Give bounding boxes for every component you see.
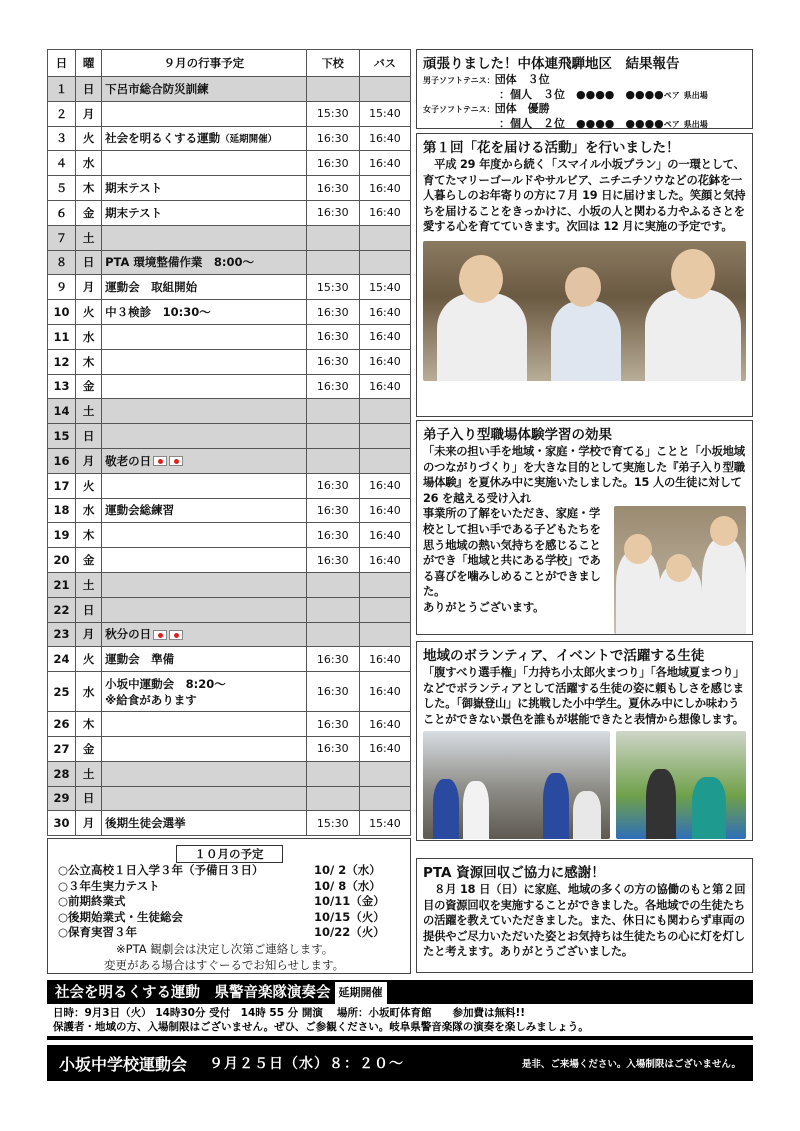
event-cell [102, 672, 307, 712]
october-item-date: 10/22（火） [314, 925, 385, 939]
event-cell [102, 597, 307, 622]
internship-box [416, 420, 753, 635]
event-cell [102, 300, 307, 325]
dismissal-cell: 15:30 [306, 275, 359, 300]
dismissal-cell: 16:30 [306, 324, 359, 349]
header-day: 日 [48, 50, 76, 77]
day-cell: ７ [48, 225, 76, 250]
girls-team: 団体 優勝 [494, 102, 550, 115]
day-cell: 11 [48, 324, 76, 349]
dismissal-cell: 16:30 [306, 349, 359, 374]
weekday-cell: 金 [76, 736, 102, 761]
festival-photo [616, 731, 746, 839]
flower-activity-box [416, 133, 753, 417]
event-text: 敬老の日 [105, 453, 152, 468]
bus-cell [359, 424, 410, 449]
day-cell: 12 [48, 349, 76, 374]
dismissal-cell [306, 399, 359, 424]
event-text: 運動会 準備 [105, 652, 175, 667]
results-box [416, 49, 753, 129]
weekday-cell: 月 [76, 275, 102, 300]
prefecture-label: 県出場 [683, 90, 708, 100]
day-cell: 10 [48, 300, 76, 325]
event-cell [102, 250, 307, 275]
prefecture-label: 県出場 [683, 119, 708, 129]
weekday-cell: 土 [76, 225, 102, 250]
event-cell [102, 473, 307, 498]
october-note-pta: ※PTA 観劇会は決定し次第ご連絡します。 [116, 941, 334, 956]
calendar-row [48, 448, 411, 473]
bus-cell [359, 597, 410, 622]
calendar-header [48, 50, 411, 77]
sports-note: 是非、ご来場ください。入場制限はございません。 [521, 1059, 741, 1070]
flower-photo [423, 241, 746, 381]
girls-individual: 個人 ２位 ●●●● ●●●● [510, 116, 664, 130]
event-text: 運動会総練習 [105, 503, 175, 518]
weekday-cell: 火 [76, 473, 102, 498]
october-item [58, 910, 400, 926]
october-title-text: １０月の予定 [176, 845, 283, 863]
october-item [58, 894, 400, 910]
pair-label: ペア [663, 90, 680, 100]
day-cell: 15 [48, 424, 76, 449]
september-calendar [47, 49, 411, 836]
weekday-cell: 日 [76, 250, 102, 275]
calendar-row [48, 712, 411, 737]
bus-cell: 16:40 [359, 176, 410, 201]
day-cell: １ [48, 77, 76, 102]
weekday-cell: 月 [76, 811, 102, 836]
calendar-row [48, 672, 411, 712]
dismissal-cell [306, 786, 359, 811]
october-item-text: ○後期始業式・生徒総会 [58, 909, 184, 924]
weekday-cell: 水 [76, 151, 102, 176]
bus-cell: 16:40 [359, 300, 410, 325]
event-cell [102, 126, 307, 151]
event-note: （延期開催） [220, 134, 278, 146]
results-title: 頑張りました！中体連飛騨地区 結果報告 [423, 56, 680, 72]
calendar-row [48, 597, 411, 622]
girls-team-row [423, 102, 746, 117]
event-cell [102, 77, 307, 102]
volunteer-title: 地域のボランティア、イベントで活躍する生徒 [423, 648, 705, 664]
calendar-row [48, 647, 411, 672]
internship-text-2: 事業所の了解をいただき、家庭・学校として担い手である子どもたちを思う地域の熱い気持ちを感じることができ「地域と共にある学校」である喜びを噛みしめることができました。 [423, 507, 601, 599]
day-cell: 17 [48, 473, 76, 498]
dismissal-cell: 16:30 [306, 300, 359, 325]
day-cell: 14 [48, 399, 76, 424]
boys-team: 団体 ３位 [494, 73, 550, 86]
boys-team-row [423, 73, 746, 88]
weekday-cell: 月 [76, 622, 102, 647]
event-cell [102, 736, 307, 761]
bus-cell: 16:40 [359, 473, 410, 498]
weekday-cell: 日 [76, 597, 102, 622]
event-cell [102, 399, 307, 424]
event-cell [102, 761, 307, 786]
dismissal-cell: 16:30 [306, 712, 359, 737]
concert-title-text: 社会を明るくする運動 県警音楽隊演奏会 [55, 985, 331, 1001]
dismissal-cell: 16:30 [306, 374, 359, 399]
japan-flag-icon [169, 456, 183, 466]
day-cell: 24 [48, 647, 76, 672]
pta-recycle-box [416, 858, 753, 973]
weekday-cell: 木 [76, 523, 102, 548]
bus-cell [359, 786, 410, 811]
event-text: 期末テスト [105, 181, 163, 196]
weekday-cell: 月 [76, 101, 102, 126]
girls-ind-colon: ： [499, 116, 510, 130]
dismissal-cell: 16:30 [306, 736, 359, 761]
event-cell [102, 786, 307, 811]
event-text: 期末テスト [105, 205, 163, 220]
day-cell: 29 [48, 786, 76, 811]
day-cell: 20 [48, 548, 76, 573]
internship-text: 「未来の担い手を地域・家庭・学校で育てる」ことと「小坂地域のつながりづくり」を大きな目的として実施した『弟子入り型職場体験』を夏休み中に実施いたしました。15 人の生徒に対して 26 を越える受け入れ [423, 445, 745, 505]
dismissal-cell [306, 572, 359, 597]
event-cell [102, 275, 307, 300]
boys-individual-row [423, 88, 746, 103]
october-item-text: ○保育実習３年 [58, 925, 138, 939]
weekday-cell: 日 [76, 77, 102, 102]
bus-cell [359, 761, 410, 786]
calendar-row [48, 399, 411, 424]
event-cell [102, 498, 307, 523]
bus-cell: 15:40 [359, 275, 410, 300]
boys-label: 男子ソフトテニス： [423, 76, 495, 85]
october-schedule [47, 838, 411, 974]
bus-cell [359, 77, 410, 102]
day-cell: 19 [48, 523, 76, 548]
calendar-row [48, 101, 411, 126]
event-cell [102, 712, 307, 737]
event-cell [102, 647, 307, 672]
october-item-text: ○公立高校１日入学３年（予備日３日） [58, 863, 264, 877]
october-item [58, 879, 400, 895]
bus-cell: 16:40 [359, 523, 410, 548]
day-cell: 27 [48, 736, 76, 761]
bus-cell [359, 622, 410, 647]
october-item-date: 10/11（金） [314, 894, 385, 908]
concert-line-2: 保護者・地域の方、入場制限はございません。ぜひ、ご参観ください。岐阜県警音楽隊の演奏を楽しみましょう。 [53, 1021, 589, 1033]
calendar-row [48, 275, 411, 300]
event-cell [102, 349, 307, 374]
event-cell [102, 200, 307, 225]
boys-ind-colon: ： [499, 87, 510, 101]
calendar-row [48, 572, 411, 597]
calendar-row [48, 200, 411, 225]
dismissal-cell [306, 424, 359, 449]
bus-cell: 16:40 [359, 200, 410, 225]
calendar-row [48, 300, 411, 325]
day-cell: 25 [48, 672, 76, 712]
event-cell [102, 548, 307, 573]
day-cell: 13 [48, 374, 76, 399]
calendar-row [48, 151, 411, 176]
calendar-row [48, 523, 411, 548]
event-cell [102, 572, 307, 597]
dismissal-cell: 16:30 [306, 473, 359, 498]
calendar-row [48, 374, 411, 399]
weekday-cell: 土 [76, 399, 102, 424]
concert-details [47, 1004, 753, 1036]
weekday-cell: 日 [76, 424, 102, 449]
girls-label: 女子ソフトテニス： [423, 105, 495, 114]
dismissal-cell [306, 761, 359, 786]
october-item-date: 10/15（火） [314, 909, 385, 924]
event-text-2: ※給食があります [105, 692, 197, 707]
day-cell: ２ [48, 101, 76, 126]
weekday-cell: 土 [76, 761, 102, 786]
october-title [58, 845, 400, 863]
header-bus: バス [359, 50, 410, 77]
dismissal-cell: 16:30 [306, 176, 359, 201]
calendar-row [48, 324, 411, 349]
calendar-row [48, 349, 411, 374]
event-cell [102, 225, 307, 250]
day-cell: 26 [48, 712, 76, 737]
weekday-cell: 木 [76, 712, 102, 737]
girls-individual-row [423, 117, 746, 132]
bus-cell: 16:40 [359, 126, 410, 151]
day-cell: ４ [48, 151, 76, 176]
flower-text: 平成 29 年度から続く「スマイル小坂プラン」の一環として、育てたマリーゴールドやサルビア、ニチニチソウなどの花鉢を一人暮らしのお年寄りの方に７月 19 日に届けました。笑顔と気持ちを届けることをきっかけに、小坂の人と関わる力やふるさとを愛する心を育てていきます。次回は 12 月に実施の予定です。 [423, 158, 746, 234]
day-cell: 23 [48, 622, 76, 647]
day-cell: ５ [48, 176, 76, 201]
calendar-row [48, 250, 411, 275]
bus-cell: 16:40 [359, 647, 410, 672]
pair-label: ペア [663, 119, 680, 129]
event-cell [102, 622, 307, 647]
dismissal-cell: 15:30 [306, 101, 359, 126]
dismissal-cell: 16:30 [306, 151, 359, 176]
weekday-cell: 木 [76, 176, 102, 201]
october-item-date: 10/ 2（水） [314, 863, 381, 877]
concert-title [55, 982, 745, 1004]
dismissal-cell: 16:30 [306, 498, 359, 523]
bus-cell [359, 448, 410, 473]
internship-photo [614, 506, 746, 634]
calendar-row [48, 225, 411, 250]
sports-day-banner [47, 1045, 753, 1081]
weekday-cell: 金 [76, 548, 102, 573]
event-cell [102, 811, 307, 836]
weekday-cell: 金 [76, 374, 102, 399]
bus-cell: 16:40 [359, 374, 410, 399]
boys-individual: 個人 ３位 ●●●● ●●●● [510, 87, 664, 101]
dismissal-cell: 16:30 [306, 200, 359, 225]
weekday-cell: 日 [76, 786, 102, 811]
day-cell: ３ [48, 126, 76, 151]
weekday-cell: 水 [76, 672, 102, 712]
bus-cell [359, 399, 410, 424]
bus-cell: 15:40 [359, 101, 410, 126]
day-cell: 30 [48, 811, 76, 836]
event-cell [102, 374, 307, 399]
sports-title: 小坂中学校運動会 [59, 1054, 188, 1074]
october-note-change: 変更がある場合はすぐーるでお知らせします。 [104, 957, 345, 972]
dismissal-cell [306, 250, 359, 275]
dismissal-cell: 16:30 [306, 647, 359, 672]
bus-cell [359, 572, 410, 597]
calendar-row [48, 811, 411, 836]
event-text: 秋分の日 [105, 627, 152, 642]
calendar-row [48, 77, 411, 102]
event-cell [102, 151, 307, 176]
japan-flag-icon [169, 630, 183, 640]
october-item-text: ○３年生実力テスト [58, 878, 160, 893]
weekday-cell: 火 [76, 300, 102, 325]
japan-flag-icon [153, 630, 167, 640]
internship-wrap [423, 506, 746, 634]
calendar-row [48, 548, 411, 573]
bus-cell: 16:40 [359, 151, 410, 176]
weekday-cell: 火 [76, 647, 102, 672]
calendar-row [48, 126, 411, 151]
event-cell [102, 424, 307, 449]
bus-cell [359, 225, 410, 250]
concert-line-1: 日時：9月3日（火） 14時30分 受付 14時 55 分 開演 場所：小坂町体育館 参加費は無料!! [53, 1007, 526, 1019]
bus-cell: 16:40 [359, 712, 410, 737]
day-cell: ８ [48, 250, 76, 275]
dismissal-cell [306, 597, 359, 622]
pta-text: ８月 18 日（日）に家庭、地域の多くの方の協働のもと第２回目の資源回収を実施することができました。各地域での生徒たちの活躍を教えていただきました。また、休日にも関わらず車両の提供やご尽力いただいた姿とお気持ちは生徒たちの心に灯を灯したと考えます。ありがとうございました。 [423, 883, 746, 959]
bus-cell: 15:40 [359, 811, 410, 836]
dismissal-cell [306, 448, 359, 473]
volunteer-photos [423, 731, 746, 839]
flower-title: 第１回「花を届ける活動」を行いました！ [423, 140, 680, 156]
dismissal-cell [306, 225, 359, 250]
internship-text-col [423, 506, 610, 634]
calendar-row [48, 473, 411, 498]
calendar-row [48, 498, 411, 523]
bus-cell: 16:40 [359, 324, 410, 349]
header-events: ９月の行事予定 [102, 50, 307, 77]
bus-cell: 16:40 [359, 672, 410, 712]
internship-thanks: ありがとうございます。 [423, 600, 545, 614]
calendar-row [48, 761, 411, 786]
day-cell: 18 [48, 498, 76, 523]
dismissal-cell: 16:30 [306, 126, 359, 151]
internship-title: 弟子入り型職場体験学習の効果 [423, 427, 612, 443]
bus-cell: 16:40 [359, 736, 410, 761]
mountain-climb-photo [423, 731, 610, 839]
event-text: 中３検診 10:30～ [105, 305, 211, 320]
october-item-text: ○前期終業式 [58, 894, 126, 908]
weekday-cell: 金 [76, 200, 102, 225]
weekday-cell: 水 [76, 324, 102, 349]
dismissal-cell: 16:30 [306, 548, 359, 573]
event-text: 運動会 取組開始 [105, 280, 198, 295]
bus-cell: 16:40 [359, 548, 410, 573]
japan-flag-icon [153, 456, 167, 466]
weekday-cell: 木 [76, 349, 102, 374]
dismissal-cell: 16:30 [306, 672, 359, 712]
october-item [58, 863, 400, 879]
october-item [58, 925, 400, 941]
event-text: PTA 環境整備作業 8:00～ [105, 255, 255, 270]
event-text: 小坂中運動会 8:20～ [105, 676, 226, 691]
calendar-row [48, 424, 411, 449]
day-cell: 28 [48, 761, 76, 786]
dismissal-cell: 15:30 [306, 811, 359, 836]
day-cell: 16 [48, 448, 76, 473]
sports-date: ９月２５日（水）８：２０～ [209, 1056, 405, 1072]
weekday-cell: 月 [76, 448, 102, 473]
weekday-cell: 土 [76, 572, 102, 597]
dismissal-cell [306, 622, 359, 647]
event-cell [102, 448, 307, 473]
bus-cell: 16:40 [359, 498, 410, 523]
october-item-date: 10/ 8（水） [314, 878, 381, 893]
event-cell [102, 324, 307, 349]
dismissal-cell: 16:30 [306, 523, 359, 548]
volunteer-text: 「腹すべり選手権」「力持ち小太郎火まつり」「各地域夏まつり」などでボランティアとして活躍する生徒の姿に頼もしさを感じました。「御嶽登山」に挑戦した小中学生。夏休み中にしか味わうことができない景色を誰もが堪能できたと表情から想像します。 [423, 666, 745, 726]
bus-cell [359, 250, 410, 275]
calendar-row [48, 786, 411, 811]
day-cell: 21 [48, 572, 76, 597]
pta-title: PTA 資源回収ご協力に感謝！ [423, 865, 605, 881]
postponed-tag: 延期開催 [335, 982, 387, 1004]
event-text: 後期生徒会選挙 [105, 816, 186, 831]
weekday-cell: 火 [76, 126, 102, 151]
event-text: 社会を明るくする運動 [105, 131, 221, 146]
day-cell: 22 [48, 597, 76, 622]
event-cell [102, 523, 307, 548]
volunteer-box [416, 641, 753, 841]
calendar-row [48, 622, 411, 647]
concert-banner [47, 980, 753, 1040]
day-cell: ６ [48, 200, 76, 225]
header-weekday: 曜 [76, 50, 102, 77]
calendar-body [48, 77, 411, 836]
calendar-row [48, 176, 411, 201]
day-cell: ９ [48, 275, 76, 300]
event-cell [102, 101, 307, 126]
header-dismissal: 下校 [306, 50, 359, 77]
dismissal-cell [306, 77, 359, 102]
bus-cell: 16:40 [359, 349, 410, 374]
weekday-cell: 水 [76, 498, 102, 523]
calendar-row [48, 736, 411, 761]
event-cell [102, 176, 307, 201]
event-text: 下呂市総合防災訓練 [105, 81, 209, 96]
